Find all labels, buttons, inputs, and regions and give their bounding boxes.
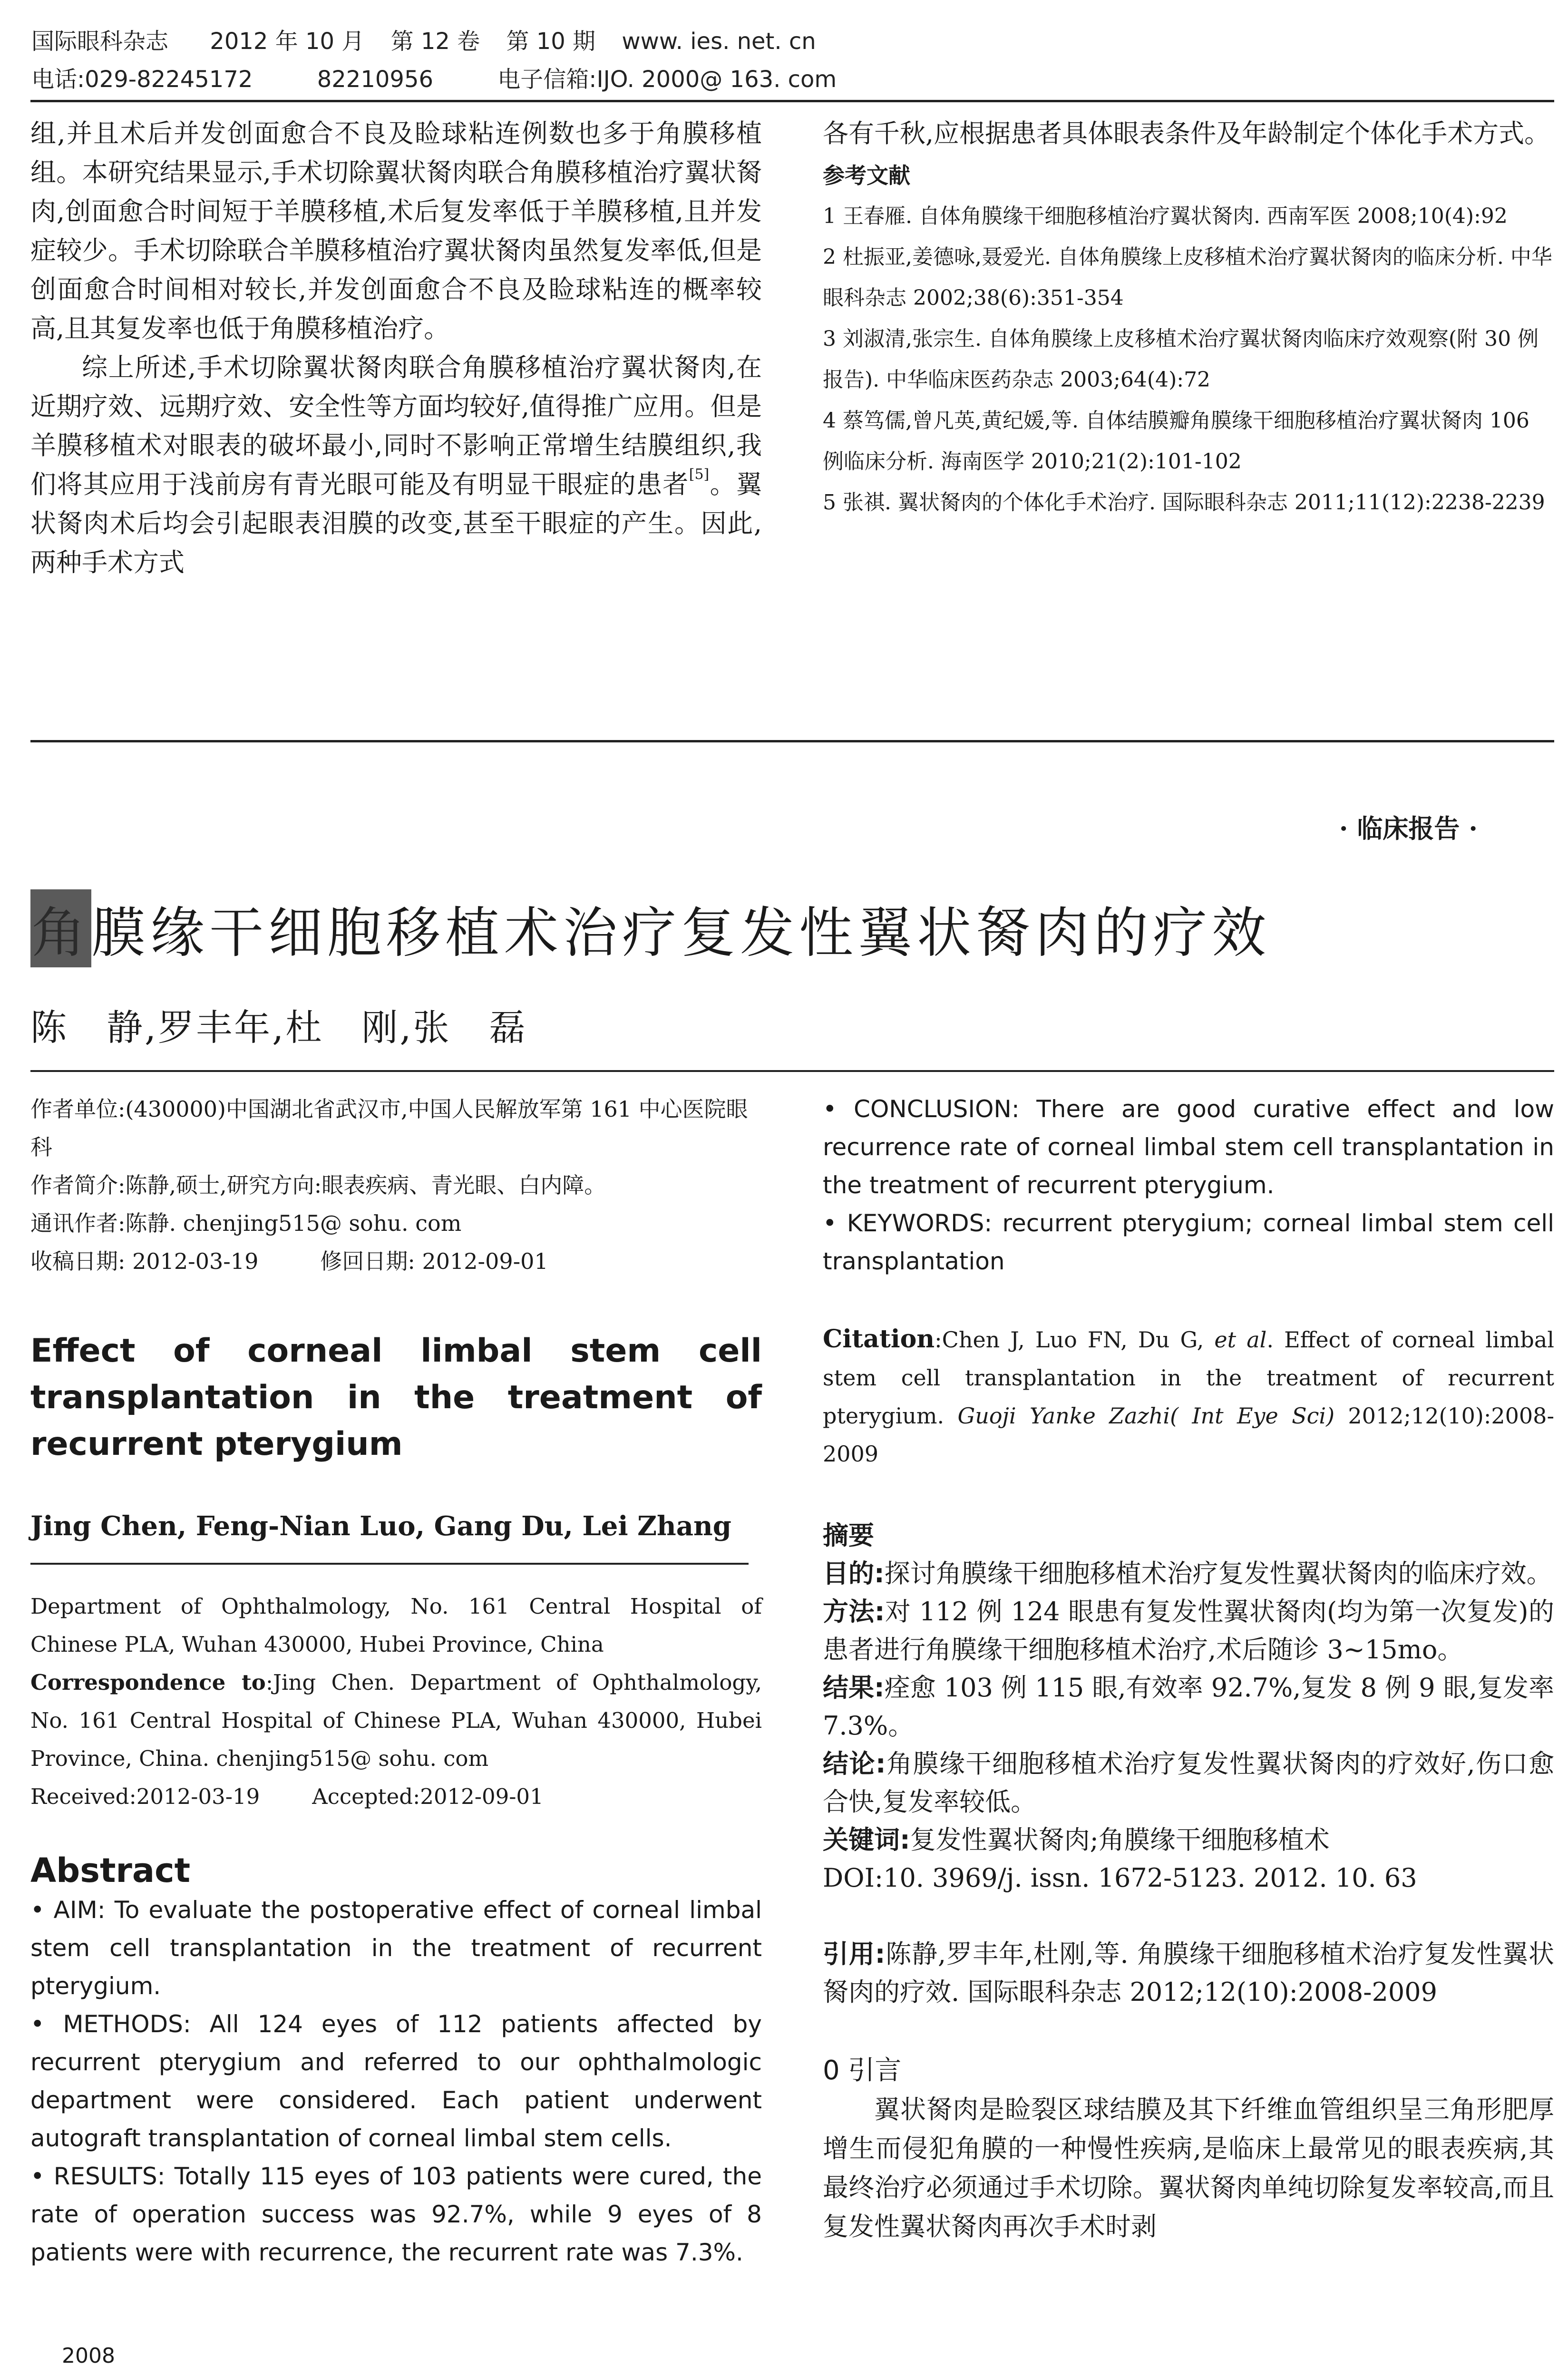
issue-date: 2012 年 10 月 <box>210 28 365 55</box>
citation-volume: 2012;12(10):2008-2009 <box>823 1403 1554 1467</box>
english-authors: Jing Chen, Feng-Nian Luo, Gang Du, Lei Zhang <box>30 1510 731 1542</box>
english-dates <box>30 1778 762 1816</box>
chinese-citation-text: 陈静,罗丰年,杜刚,等. 角膜缘干细胞移植术治疗复发性翼状胬肉的疗效. 国际眼科杂志 2012;12(10):2008-2009 <box>823 1939 1554 2007</box>
english-abstract <box>30 1891 762 2271</box>
chinese-methods-label: 方法: <box>823 1597 885 1627</box>
article-right-column <box>823 1090 1554 2246</box>
abstract-methods: • METHODS: All 124 eyes of 112 patients affected by recurrent pterygium and referred to our ophthalmologic department were considered. Each patient underwent autograft transplantation of corneal limbal stem cells. <box>30 2010 762 2152</box>
author-info <box>30 1090 762 1280</box>
phone: 电话:029-82245172 <box>31 66 253 93</box>
chinese-aim-text: 探讨角膜缘干细胞移植术治疗复发性翼状胬肉的临床疗效。 <box>884 1559 1552 1588</box>
phone-2: 82210956 <box>317 66 434 93</box>
intro-paragraph: 翼状胬肉是睑裂区球结膜及其下纤维血管组织呈三角形肥厚增生而侵犯角膜的一种慢性疾病,是临床上最常见的眼表疾病,其最终治疗必须通过手术切除。翼状胬肉单纯切除复发率较高,而且复发性翼状胬肉再次手术时剥 <box>823 2094 1554 2241</box>
correspondence-label: Correspondence to <box>30 1670 266 1695</box>
references-heading: 参考文献 <box>823 163 910 188</box>
title-drop-letter: 角 <box>30 889 91 967</box>
reference-item: 4 蔡笃儒,曾凡英,黄纪媛,等. 自体结膜瓣角膜缘干细胞移植治疗翼状胬肉 106 例临床分析. 海南医学 2010;21(2):101-102 <box>823 409 1529 474</box>
chinese-aim <box>823 1555 1554 1593</box>
website: www. ies. net. cn <box>622 28 816 55</box>
running-header <box>31 28 816 55</box>
citation-journal: Guoji Yanke Zazhi( Int Eye Sci) <box>957 1403 1335 1429</box>
english-accepted: Accepted:2012-09-01 <box>312 1784 544 1809</box>
contact-line <box>31 66 837 93</box>
revised-date: 修回日期: 2012-09-01 <box>320 1248 548 1274</box>
abstract-heading: Abstract <box>30 1851 191 1890</box>
prev-paragraph-2-b: 。翼状胬肉术后均会引起眼表泪膜的改变,甚至干眼症的产生。因此,两种手术方式 <box>30 469 762 577</box>
reference-item: 5 张祺. 翼状胬肉的个体化手术治疗. 国际眼科杂志 2011;11(12):2238-2239 <box>823 490 1545 515</box>
article-left-column <box>30 1090 762 2271</box>
page-number: 2008 <box>62 2344 115 2368</box>
english-citation <box>823 1320 1554 1473</box>
abstract-results: • RESULTS: Totally 115 eyes of 103 patients were cured, the rate of operation success was 92.7%, while 9 eyes of 8 patients were with recurrence, the recurrent rate was 7.3%. <box>30 2163 762 2266</box>
abstract-conclusion: • CONCLUSION: There are good curative effect and low recurrence rate of corneal limbal stem cell transplantation in the treatment of recurrent pterygium. <box>823 1095 1554 1199</box>
reference-item: 2 杜振亚,姜德咏,聂爱光. 自体角膜缘上皮移植术治疗翼状胬肉的临床分析. 中华眼科杂志 2002;38(6):351-354 <box>823 245 1552 310</box>
title-text: 膜缘干细胞移植术治疗复发性翼状胬肉的疗效 <box>91 901 1271 964</box>
citation-etal: et al <box>1214 1327 1267 1353</box>
english-abstract-continued <box>823 1090 1554 1280</box>
chinese-abstract-heading: 摘要 <box>823 1520 874 1550</box>
reference-item: 3 刘淑清,张宗生. 自体角膜缘上皮移植术治疗翼状胬肉临床疗效观察(附 30 例报告). 中华临床医药杂志 2003;64(4):72 <box>823 327 1539 392</box>
doi[interactable]: DOI:10. 3969/j. issn. 1672-5123. 2012. 10. 63 <box>823 1863 1417 1893</box>
chinese-abstract <box>823 1517 1554 1897</box>
prev-paragraph-1: 组,并且术后并发创面愈合不良及睑球粘连例数也多于角膜移植组。本研究结果显示,手术切除翼状胬肉联合角膜移植治疗翼状胬肉,创面愈合时间短于羊膜移植,术后复发率低于羊膜移植,且并发症较少。手术切除联合羊膜移植治疗翼状胬肉虽然复发率低,但是创面愈合时间相对较长,并发创面愈合不良及睑球粘连的概率较高,且其复发率也低于角膜移植治疗。 <box>30 118 762 343</box>
citation-authors: :Chen J, Luo FN, Du G, <box>935 1327 1215 1353</box>
english-correspondence <box>30 1664 762 1778</box>
chinese-keywords-label: 关键词: <box>823 1825 910 1855</box>
abstract-aim: • AIM: To evaluate the postoperative effect of corneal limbal stem cell transplantation in the treatment of recurrent pterygium. <box>30 1896 762 2000</box>
title-rule <box>30 1070 1554 1072</box>
prev-article-right-column <box>823 114 1554 523</box>
chinese-results <box>823 1669 1554 1745</box>
english-author-rule <box>30 1563 749 1565</box>
correspondence-text: :Jing Chen. Department of Ophthalmology, No. 161 Central Hospital of Chinese PLA, Wuhan 430000, Hubei Province, China. chenjing515@ sohu. com <box>30 1670 762 1771</box>
affiliation: 作者单位:(430000)中国湖北省武汉市,中国人民解放军第 161 中心医院眼科 <box>30 1096 748 1160</box>
chinese-conclusion <box>823 1745 1554 1821</box>
chinese-aim-label: 目的: <box>823 1559 885 1588</box>
header-rule <box>30 100 1554 102</box>
intro-heading: 0 引言 <box>823 2055 902 2086</box>
issue: 第 10 期 <box>506 28 596 55</box>
prev-paragraph-2 <box>30 348 762 582</box>
chinese-keywords-text: 复发性翼状胬肉;角膜缘干细胞移植术 <box>910 1825 1330 1855</box>
references <box>823 155 1554 523</box>
citation-title: . Effect of corneal limbal stem cell transplantation in the treatment of recurrent pterygium. <box>823 1327 1555 1429</box>
author-bio: 作者简介:陈静,硕士,研究方向:眼表疾病、青光眼、白内障。 <box>30 1172 606 1198</box>
english-title: Effect of corneal limbal stem cell transplantation in the treatment of recurrent pterygium <box>30 1332 762 1463</box>
chinese-methods <box>823 1593 1554 1669</box>
prev-article-left-column <box>30 114 762 582</box>
dates <box>30 1242 762 1280</box>
section-divider <box>30 740 1554 742</box>
email: 电子信箱:IJO. 2000@ 163. com <box>497 66 837 93</box>
chinese-citation <box>823 1935 1554 2011</box>
journal-name: 国际眼科杂志 <box>31 28 169 55</box>
citation-ref-5[interactable]: [5] <box>689 466 710 483</box>
prev-right-paragraph: 各有千秋,应根据患者具体眼表条件及年龄制定个体化手术方式。 <box>823 118 1550 148</box>
chinese-results-label: 结果: <box>823 1673 885 1703</box>
english-received: Received:2012-03-19 <box>30 1784 260 1809</box>
chinese-methods-text: 对 112 例 124 眼患有复发性翼状胬肉(均为第一次复发)的患者进行角膜缘干细胞移植术治疗,术后随诊 3~15mo。 <box>823 1597 1554 1665</box>
reference-item: 1 王春雁. 自体角膜缘干细胞移植治疗翼状胬肉. 西南军医 2008;10(4):92 <box>823 204 1508 228</box>
citation-label: Citation <box>823 1325 935 1354</box>
chinese-conclusion-label: 结论: <box>823 1749 886 1779</box>
chinese-conclusion-text: 角膜缘干细胞移植术治疗复发性翼状胬肉的疗效好,伤口愈合快,复发率较低。 <box>823 1749 1554 1817</box>
volume: 第 12 卷 <box>390 28 480 55</box>
chinese-keywords <box>823 1821 1554 1859</box>
abstract-keywords: • KEYWORDS: recurrent pterygium; corneal limbal stem cell transplantation <box>823 1209 1554 1275</box>
chinese-citation-label: 引用: <box>823 1939 886 1969</box>
english-department: Department of Ophthalmology, No. 161 Central Hospital of Chinese PLA, Wuhan 430000, Hubei Province, China <box>30 1594 762 1657</box>
article-title <box>30 889 1271 967</box>
author-list: 陈 静,罗丰年,杜 刚,张 磊 <box>30 1006 527 1049</box>
article-category: · 临床报告 · <box>1339 813 1478 844</box>
english-author-info <box>30 1588 762 1816</box>
received-date: 收稿日期: 2012-03-19 <box>30 1248 259 1274</box>
chinese-results-text: 痊愈 103 例 115 眼,有效率 92.7%,复发 8 例 9 眼,复发率 7.3%。 <box>823 1673 1554 1741</box>
prev-paragraph-2-a: 综上所述,手术切除翼状胬肉联合角膜移植治疗翼状胬肉,在近期疗效、远期疗效、安全性等方面均较好,值得推广应用。但是羊膜移植术对眼表的破坏最小,同时不影响正常增生结膜组织,我们将其应用于浅前房有青光眼可能及有明显干眼症的患者 <box>30 352 762 499</box>
corresponding-author: 通讯作者:陈静. chenjing515@ sohu. com <box>30 1210 462 1236</box>
